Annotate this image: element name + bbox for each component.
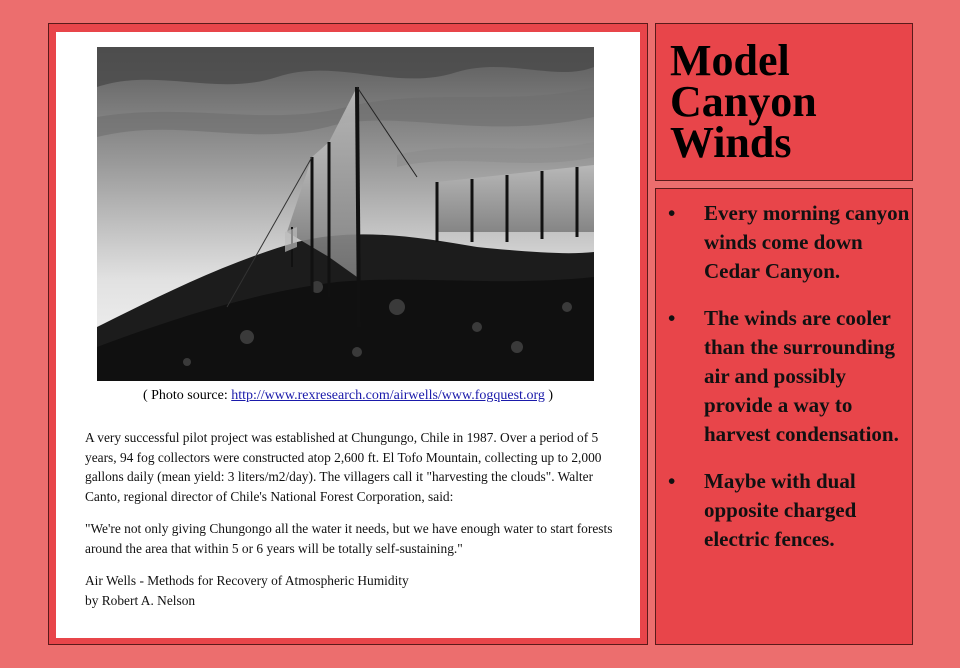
article-body bbox=[85, 428, 615, 623]
title-panel bbox=[655, 23, 913, 181]
article-page bbox=[56, 32, 640, 638]
photo-caption bbox=[56, 388, 640, 404]
bullet-dot: • bbox=[668, 306, 676, 330]
bullets-panel bbox=[655, 188, 913, 645]
title-line-2: Canyon bbox=[670, 77, 817, 126]
bullet-list bbox=[656, 199, 914, 572]
bullet-item bbox=[656, 304, 914, 449]
bullet-dot: • bbox=[668, 201, 676, 225]
title-line-1: Model bbox=[670, 36, 790, 85]
article-quote: "We're not only giving Chungongo all the water it needs, but we have enough water to start forests around the area that within 5 or 6 years will be totally self-sustaining." bbox=[85, 521, 613, 556]
caption-suffix: ) bbox=[544, 388, 554, 403]
source-title: Air Wells - Methods for Recovery of Atmospheric Humidity bbox=[85, 573, 409, 588]
bullet-dot: • bbox=[668, 469, 676, 493]
caption-prefix: ( Photo source: bbox=[142, 388, 232, 403]
bullet-item bbox=[656, 467, 914, 554]
bullet-text: Maybe with dual opposite charged electric fences. bbox=[704, 469, 857, 551]
photo-source-link[interactable]: http://www.rexresearch.com/airwells/www.fogquest.org bbox=[231, 388, 545, 403]
article-paragraph: A very successful pilot project was established at Chungungo, Chile in 1987. Over a period of 5 years, 94 fog collectors were constructed atop 2,600 ft. El Tofo Mountain, collecting up to 2,000 gallons daily (mean yield: 3 liters/m2/day). The villagers call it "harvesting the clouds". Walter Canto, regional director of Chile's National Forest Corporation, said: bbox=[85, 430, 602, 504]
bullet-item bbox=[656, 199, 914, 286]
source-author: by Robert A. Nelson bbox=[85, 592, 196, 608]
fog-collectors-photo bbox=[97, 47, 594, 381]
article-source bbox=[85, 571, 615, 610]
slide-title bbox=[670, 36, 817, 167]
bullet-text: Every morning canyon winds come down Cedar Canyon. bbox=[704, 201, 910, 283]
title-line-3: Winds bbox=[670, 118, 792, 167]
bullet-text: The winds are cooler than the surrounding air and possibly provide a way to harvest condensation. bbox=[704, 306, 899, 446]
